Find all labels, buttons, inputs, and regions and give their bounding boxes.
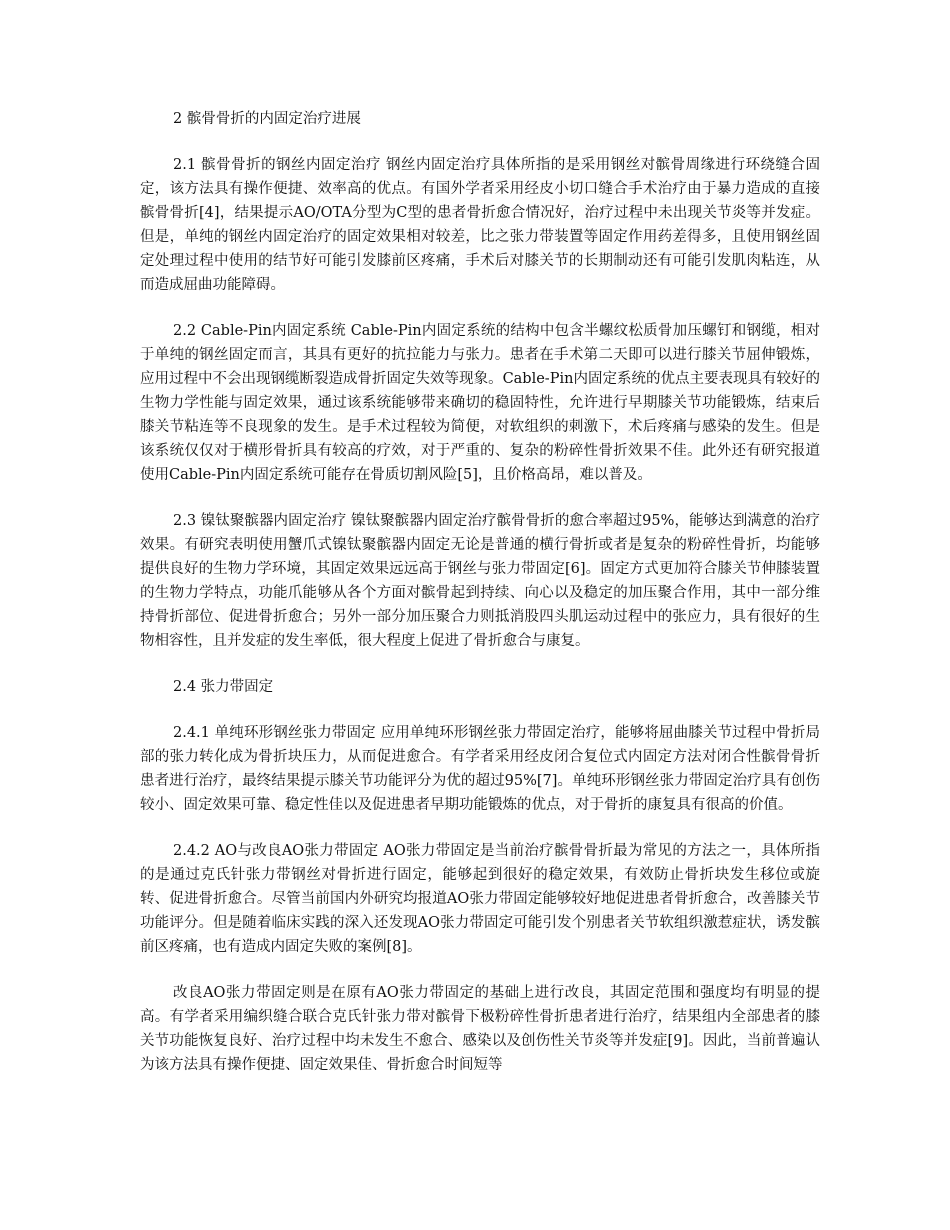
section-title: 2 髌骨骨折的内固定治疗进展	[173, 111, 361, 127]
paragraph-2-4-2: 2.4.2 AO与改良AO张力带固定 AO张力带固定是当前治疗髌骨骨折最为常见的方法之一，具体所指的是通过克氏针张力带钢丝对骨折进行固定，能够起到很好的稳定效果，有效防止骨折块发生移位或旋转、促进骨折愈合。尽管当前国内外研究均报道AO张力带固定能够较好地促进患者骨折愈合，改善膝关节功能评分。但是随着临床实践的深入还发现AO张力带固定可能引发个别患者关节软组织激惹症状，诱发髌前区疼痛，也有造成内固定失败的案例[8]。	[140, 843, 820, 955]
paragraph-modified-ao: 改良AO张力带固定则是在原有AO张力带固定的基础上进行改良，其固定范围和强度均有明显的提高。有学者采用编织缝合联合克氏针张力带对髌骨下极粉碎性骨折患者进行治疗，结果组内全部患者的膝关节功能恢复良好、治疗过程中均未发生不愈合、感染以及创伤性关节炎等并发症[9]。因此，当前普遍认为该方法具有操作便捷、固定效果佳、骨折愈合时间短等	[140, 985, 820, 1073]
paragraph-2-2: 2.2 Cable-Pin内固定系统 Cable-Pin内固定系统的结构中包含半螺纹松质骨加压螺钉和钢缆，相对于单纯的钢丝固定而言，其具有更好的抗拉能力与张力。患者在手术第二天即可以进行膝关节屈伸锻炼，应用过程中不会出现钢缆断裂造成骨折固定失效等现象。Cable-Pin内固定系统的优点主要表现具有较好的生物力学性能与固定效果，通过该系统能够带来确切的稳固特性，允许进行早期膝关节功能锻炼，结束后膝关节粘连等不良现象的发生。是手术过程较为简便，对软组织的刺激下，术后疼痛与感染的发生。但是该系统仅仅对于横形骨折具有较高的疗效，对于严重的、复杂的粉碎性骨折效果不佳。此外还有研究报道使用Cable-Pin内固定系统可能存在骨质切割风险[5]，且价格高昂，难以普及。	[140, 323, 820, 483]
document-page	[140, 107, 820, 1099]
paragraph-2-4-1: 2.4.1 单纯环形钢丝张力带固定 应用单纯环形钢丝张力带固定治疗，能够将屈曲膝关节过程中骨折局部的张力转化成为骨折块压力，从而促进愈合。有学者采用经皮闭合复位式内固定方法对闭合性髌骨骨折患者进行治疗，最终结果提示膝关节功能评分为优的超过95%[7]。单纯环形钢丝张力带固定治疗具有创伤较小、固定效果可靠、稳定性佳以及促进患者早期功能锻炼的优点，对于骨折的康复具有很高的价值。	[140, 725, 820, 813]
subsection-title-2-4: 2.4 张力带固定	[173, 679, 274, 695]
paragraph-2-1: 2.1 髌骨骨折的钢丝内固定治疗 钢丝内固定治疗具体所指的是采用钢丝对髌骨周缘进行环绕缝合固定，该方法具有操作便捷、效率高的优点。有国外学者采用经皮小切口缝合手术治疗由于暴力造成的直接髌骨骨折[4]，结果提示AO/OTA分型为C型的患者骨折愈合情况好，治疗过程中未出现关节炎等并发症。但是，单纯的钢丝内固定治疗的固定效果相对较差，比之张力带装置等固定作用药差得多，且使用钢丝固定处理过程中使用的结节好可能引发膝前区疼痛，手术后对膝关节的长期制动还有可能引发肌肉粘连，从而造成屈曲功能障碍。	[140, 157, 820, 293]
paragraph-2-3: 2.3 镍钛聚髌器内固定治疗 镍钛聚髌器内固定治疗髌骨骨折的愈合率超过95%，能够达到满意的治疗效果。有研究表明使用蟹爪式镍钛聚髌器内固定无论是普通的横行骨折或者是复杂的粉碎性骨折，均能够提供良好的生物力学环境，其固定效果远远高于钢丝与张力带固定[6]。固定方式更加符合膝关节伸膝装置的生物力学特点，功能爪能够从各个方面对髌骨起到持续、向心以及稳定的加压聚合作用，其中一部分维持骨折部位、促进骨折愈合；另外一部分加压聚合力则抵消股四头肌运动过程中的张应力，具有很好的生物相容性，且并发症的发生率低，很大程度上促进了骨折愈合与康复。	[140, 513, 820, 649]
